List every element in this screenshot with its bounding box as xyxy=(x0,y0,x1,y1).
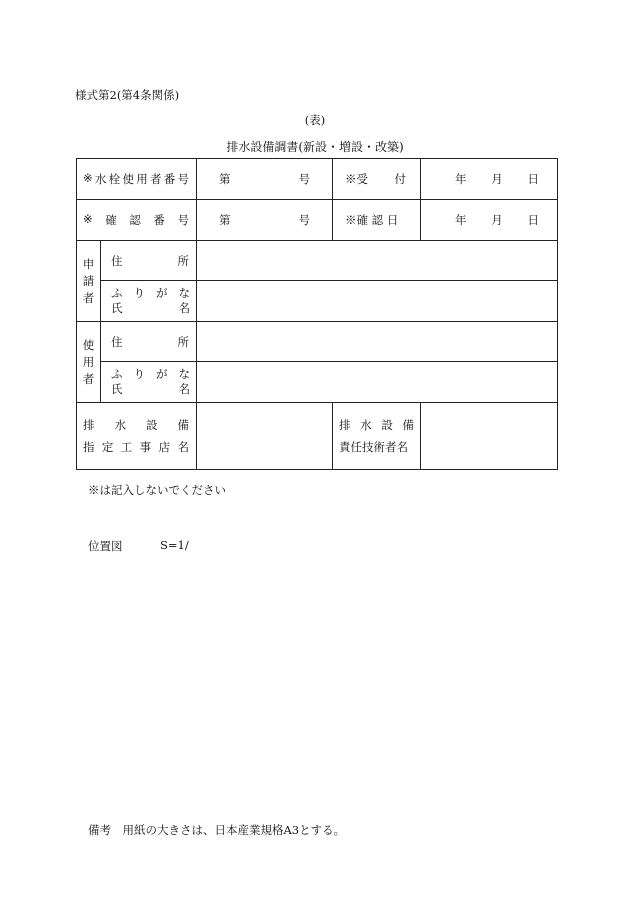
remark-text: 備考 用紙の大きさは、日本産業規格A3とする。 xyxy=(88,823,346,837)
user-address-field[interactable] xyxy=(197,322,558,362)
applicant-address-field[interactable] xyxy=(197,241,558,281)
applicant-address-label: 住 所 xyxy=(101,241,197,281)
user-name-row xyxy=(77,362,558,403)
user-name-field[interactable] xyxy=(197,362,558,403)
confirm-number-label: ※ 確 認 番 号 xyxy=(77,200,197,241)
contractor-field[interactable] xyxy=(197,403,333,470)
confirm-number-row xyxy=(77,200,558,241)
document-title: 排水設備調書(新設・増設・改築) xyxy=(226,140,404,154)
applicant-name-label: ふ り が な 氏 名 xyxy=(101,281,197,322)
faucet-number-row xyxy=(77,159,558,200)
receipt-label: ※受 付 xyxy=(333,159,421,200)
applicant-name-field[interactable] xyxy=(197,281,558,322)
user-address-label: 住 所 xyxy=(101,322,197,362)
user-group-label: 使 用 者 xyxy=(77,322,101,403)
form-number-label: 様式第2(第4条関係) xyxy=(75,88,180,102)
survey-table xyxy=(76,158,558,470)
user-name-label: ふ り が な 氏 名 xyxy=(101,362,197,403)
fill-note: ※は記入しないでください xyxy=(88,483,226,497)
receipt-date-field[interactable]: 年 月 日 xyxy=(421,159,558,200)
confirm-number-field[interactable]: 第 号 xyxy=(197,200,333,241)
applicant-address-row xyxy=(77,241,558,281)
map-scale: S=1/ xyxy=(160,538,189,552)
faucet-number-field[interactable]: 第 号 xyxy=(197,159,333,200)
engineer-label: 排 水 設 備 責任技術者名 xyxy=(333,403,421,470)
user-address-row xyxy=(77,322,558,362)
contractor-label: 排 水 設 備 指 定 工 事 店 名 xyxy=(77,403,197,470)
engineer-field[interactable] xyxy=(421,403,558,470)
side-mark: (表) xyxy=(304,113,326,127)
location-map-label: 位置図 xyxy=(88,539,123,553)
applicant-name-row xyxy=(77,281,558,322)
contractor-row xyxy=(77,403,558,470)
faucet-number-label: ※ 水 栓 使 用 者 番 号 xyxy=(77,159,197,200)
applicant-group-label: 申 請 者 xyxy=(77,241,101,322)
confirm-date-field[interactable]: 年 月 日 xyxy=(421,200,558,241)
confirm-date-label: ※確 認 日 xyxy=(333,200,421,241)
